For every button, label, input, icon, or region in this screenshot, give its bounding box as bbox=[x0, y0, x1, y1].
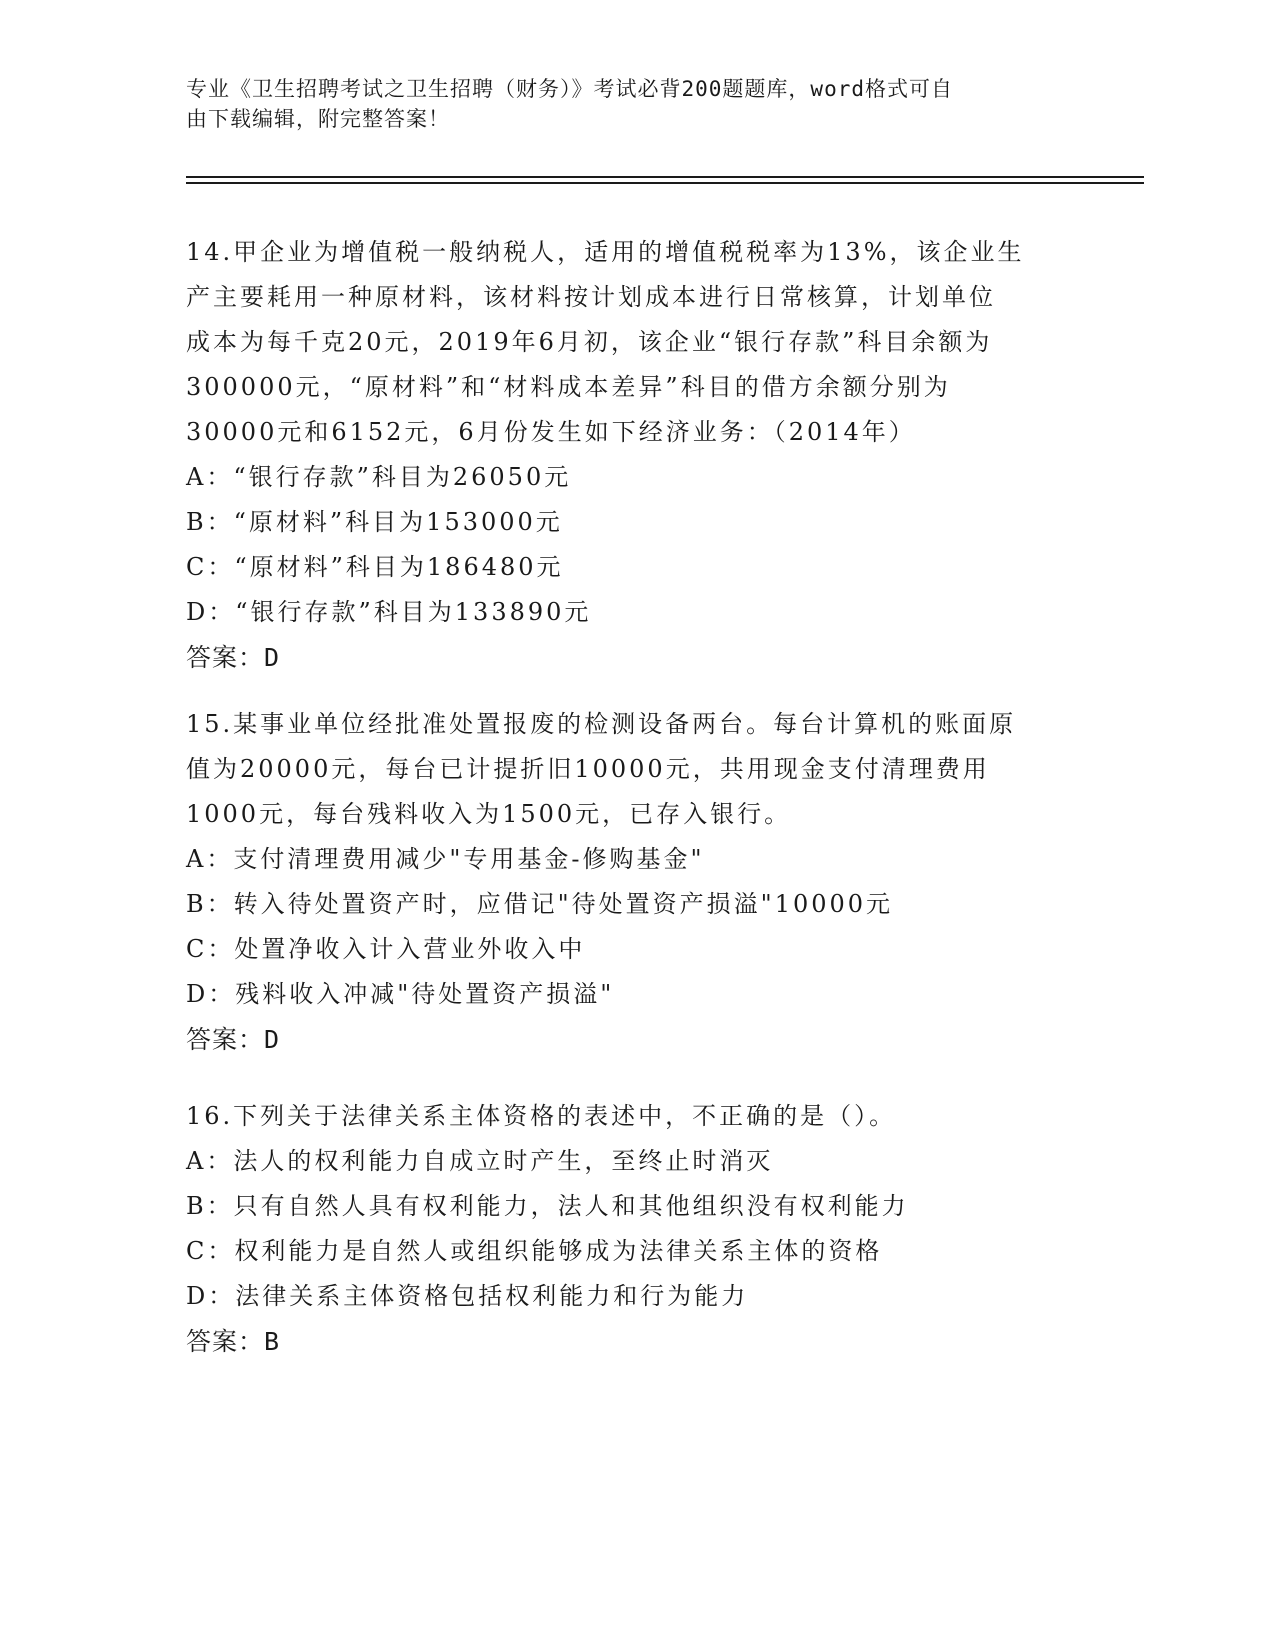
option-c: C：权利能力是自然人或组织能够成为法律关系主体的资格 bbox=[186, 1237, 883, 1265]
answer-label: 答案：B bbox=[186, 1327, 281, 1356]
question-16 bbox=[186, 1094, 1086, 1364]
option-b: B：“原材料”科目为153000元 bbox=[186, 508, 563, 536]
question-text-line: 14.甲企业为增值税一般纳税人，适用的增值税税率为13%，该企业生 bbox=[186, 238, 1025, 266]
option-d: D：法律关系主体资格包括权利能力和行为能力 bbox=[186, 1282, 749, 1310]
option-d: D：残料收入冲减"待处置资产损溢" bbox=[186, 980, 615, 1008]
option-c: C：处置净收入计入营业外收入中 bbox=[186, 935, 586, 963]
answer-label: 答案：D bbox=[186, 643, 281, 672]
question-text-line: 1000元，每台残料收入为1500元，已存入银行。 bbox=[186, 800, 792, 828]
question-text-line: 300000元，“原材料”和“材料成本差异”科目的借方余额分别为 bbox=[186, 373, 951, 401]
answer-label: 答案：D bbox=[186, 1025, 281, 1054]
option-a: A：法人的权利能力自成立时产生，至终止时消灭 bbox=[186, 1147, 774, 1175]
document-header bbox=[186, 74, 1086, 134]
option-c: C：“原材料”科目为186480元 bbox=[186, 553, 564, 581]
header-line: 专业《卫生招聘考试之卫生招聘（财务）》考试必背200题题库，word格式可自 bbox=[186, 77, 953, 101]
divider-line bbox=[186, 176, 1144, 178]
question-15 bbox=[186, 702, 1086, 1062]
question-text-line: 产主要耗用一种原材料，该材料按计划成本进行日常核算，计划单位 bbox=[186, 283, 996, 311]
question-text-line: 成本为每千克20元，2019年6月初，该企业“银行存款”科目余额为 bbox=[186, 328, 993, 356]
option-a: A：支付清理费用减少"专用基金-修购基金" bbox=[186, 845, 705, 873]
question-text-line: 16.下列关于法律关系主体资格的表述中，不正确的是（）。 bbox=[186, 1102, 897, 1130]
question-text-line: 30000元和6152元，6月份发生如下经济业务：（2014年） bbox=[186, 418, 916, 446]
question-14 bbox=[186, 230, 1086, 680]
header-line: 由下载编辑，附完整答案！ bbox=[186, 107, 450, 131]
option-b: B：只有自然人具有权利能力，法人和其他组织没有权利能力 bbox=[186, 1192, 909, 1220]
option-b: B：转入待处置资产时，应借记"待处置资产损溢"10000元 bbox=[186, 890, 894, 918]
option-d: D：“银行存款”科目为133890元 bbox=[186, 598, 592, 626]
option-a: A：“银行存款”科目为26050元 bbox=[186, 463, 572, 491]
question-text-line: 值为20000元，每台已计提折旧10000元，共用现金支付清理费用 bbox=[186, 755, 990, 783]
divider-line bbox=[186, 182, 1144, 184]
question-text-line: 15.某事业单位经批准处置报废的检测设备两台。每台计算机的账面原 bbox=[186, 710, 1017, 738]
